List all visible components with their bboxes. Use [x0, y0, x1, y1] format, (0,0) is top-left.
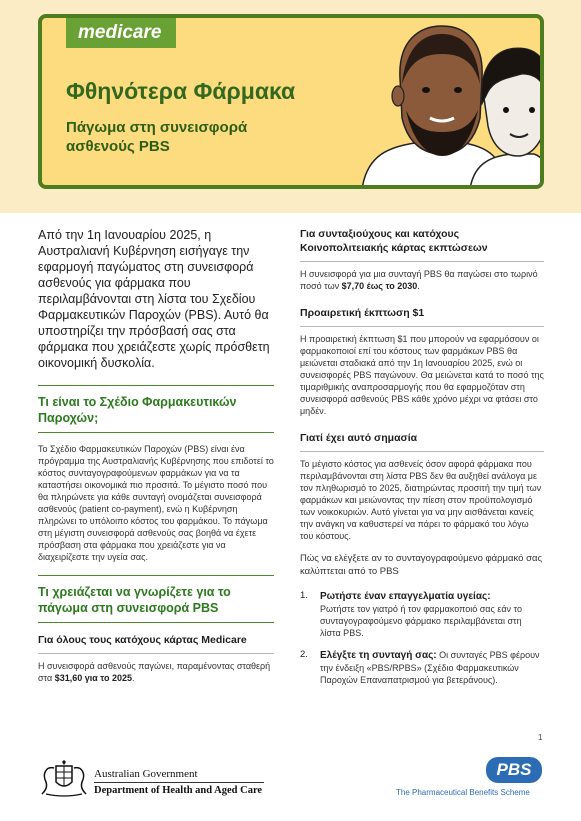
page-number: 1: [538, 733, 543, 742]
government-name: Australian Government: [94, 768, 198, 780]
logo-divider: [94, 782, 264, 783]
discount-text: Η προαιρετική έκπτωση $1 που μπορούν να εφαρμόσουν οι φαρμακοποιοί επί του κόστους των φαρμάκων PBS θα μειώνεται σταδιακά από την 1η Ιανουαρίου 2025, ενώ οι συνεισφορές PBS παγώνουν. Θα μειώνεται κατά το ποσό της τιμαριθμικής αναπροσαρμογής που θα εφαρμοζόταν στη συνεισφορά ασθενούς PBS κάθε χρόνο μέχρι να φτάσει στο μηδέν.: [300, 334, 544, 416]
people-illustration: [362, 18, 544, 189]
subsection-divider: [300, 451, 544, 452]
subsection-divider: [300, 261, 544, 262]
why-text: Το μέγιστο κόστος για ασθενείς όσον αφορά φάρμακα που περιλαμβάνονται στη λίστα PBS δεν θα αυξηθεί ανάλογα με τον πληθωρισμό το 2025, διατηρώντας προσιτή την τιμή των φαρμάκων και μειώνοντας την πίεση στον προϋπολογισμό των νοικοκυριών. Αυτό γίνεται για να μην αισθάνεται κανείς την ανάγκη να καθυστερεί να πάρει το φάρμακό του λόγω του κόστους.: [300, 459, 542, 541]
coat-of-arms-icon: [38, 760, 90, 798]
subsection-divider: [300, 326, 544, 327]
section-divider: [38, 622, 274, 623]
pbs-description: Το Σχέδιο Φαρμακευτικών Παροχών (PBS) είναι ένα πρόγραμμα της Αυστραλιανής Κυβέρνησης που επιδοτεί το κόστος συνταγογραφούμενων φαρμάκων για να τα καταστήσει οικονομικά πιο προσιτά. Το μέγιστο ποσό που θα πληρώνετε για κάθε συνταγή ονομάζεται συνεισφορά ασθενούς (patient co-payment), ενώ η Κυβέρνηση πληρώνει το υπόλοιπο κόστος του φαρμάκου. Το πάγωμα στη μέγιστη συνεισφορά ασθενούς σας βοηθά να έχετε πρόσβαση στα φάρμακα που χρειάζεστε για να διαχειρίζεστε την υγεία σας.: [38, 444, 274, 562]
section-divider: [38, 385, 274, 386]
section-heading-freeze: Τι χρειάζεται να γνωρίζετε για το πάγωμα στη συνεισφορά PBS: [38, 585, 231, 615]
medicare-copayment-text: Η συνεισφορά ασθενούς παγώνει, παραμένοντας σταθερή στα $31,60 για το 2025.: [38, 661, 271, 683]
section-heading-pbs: Τι είναι το Σχέδιο Φαρμακευτικών Παροχών;: [38, 395, 237, 425]
subheading-why: Γιατί έχει αυτό σημασία: [300, 432, 418, 444]
subheading-pensioners: Για συνταξιούχους και κατόχους Κοινοπολιτειακής κάρτας εκπτώσεων: [300, 228, 488, 254]
check-steps-list: [300, 590, 544, 686]
subsection-divider: [38, 653, 274, 654]
section-divider: [38, 575, 274, 576]
left-column: [38, 227, 274, 684]
department-name: Department of Health and Aged Care: [94, 785, 263, 796]
australian-government-logo: [38, 760, 268, 804]
intro-paragraph: Από την 1η Ιανουαρίου 2025, η Αυστραλιανή Κυβέρνηση εισήγαγε την εφαρμογή παγώματος στη συνεισφορά ασθενούς για φάρμακα που περιλαμβάνονται στη λίστα του Σχεδίου Φαρμακευτικών Παροχών (PBS). Αυτό θα υποστηρίζει την πρόσβασή σας στα φάρμακα που χρειάζεστε χωρίς πρόσθετη οικονομική δυσκολία.: [38, 228, 270, 370]
list-item: 2. Ελέγξτε τη συνταγή σας: Οι συνταγές PBS φέρουν την ένδειξη «PBS/RPBS» (Σχέδιο Φαρμακευτικών Παροχών Επαναπατρισμού για βετεράνους).: [300, 649, 540, 685]
medicare-logo: medicare: [66, 14, 176, 48]
right-column: [300, 227, 544, 696]
pbs-logo: PBS: [486, 757, 542, 783]
page-subtitle: Πάγωμα στη συνεισφορά ασθενούς PBS: [66, 119, 248, 155]
list-item: 1. Ρωτήστε έναν επαγγελματία υγείας: Ρωτήστε τον γιατρό ή τον φαρμακοποιό σας εάν το συνταγογραφούμενο φάρμακο περιλαμβάνεται στη λίστα PBS.: [300, 590, 522, 638]
page-title: Φθηνότερα Φάρμακα: [66, 78, 296, 104]
check-intro: Πώς να ελέγξετε αν το συνταγογραφούμενο φάρμακό σας καλύπτεται από το PBS: [300, 553, 543, 577]
subheading-discount: Προαιρετική έκπτωση $1: [300, 307, 425, 319]
pensioner-copayment-text: Η συνεισφορά για μια συνταγή PBS θα παγώσει στο τωρινό ποσό των $7,70 έως το 2030.: [300, 269, 538, 291]
pbs-caption: The Pharmaceutical Benefits Scheme: [396, 788, 530, 797]
header-banner: [38, 14, 544, 189]
section-divider: [38, 432, 274, 433]
subheading-medicare-holders: Για όλους τους κατόχους κάρτας Medicare: [38, 634, 247, 646]
